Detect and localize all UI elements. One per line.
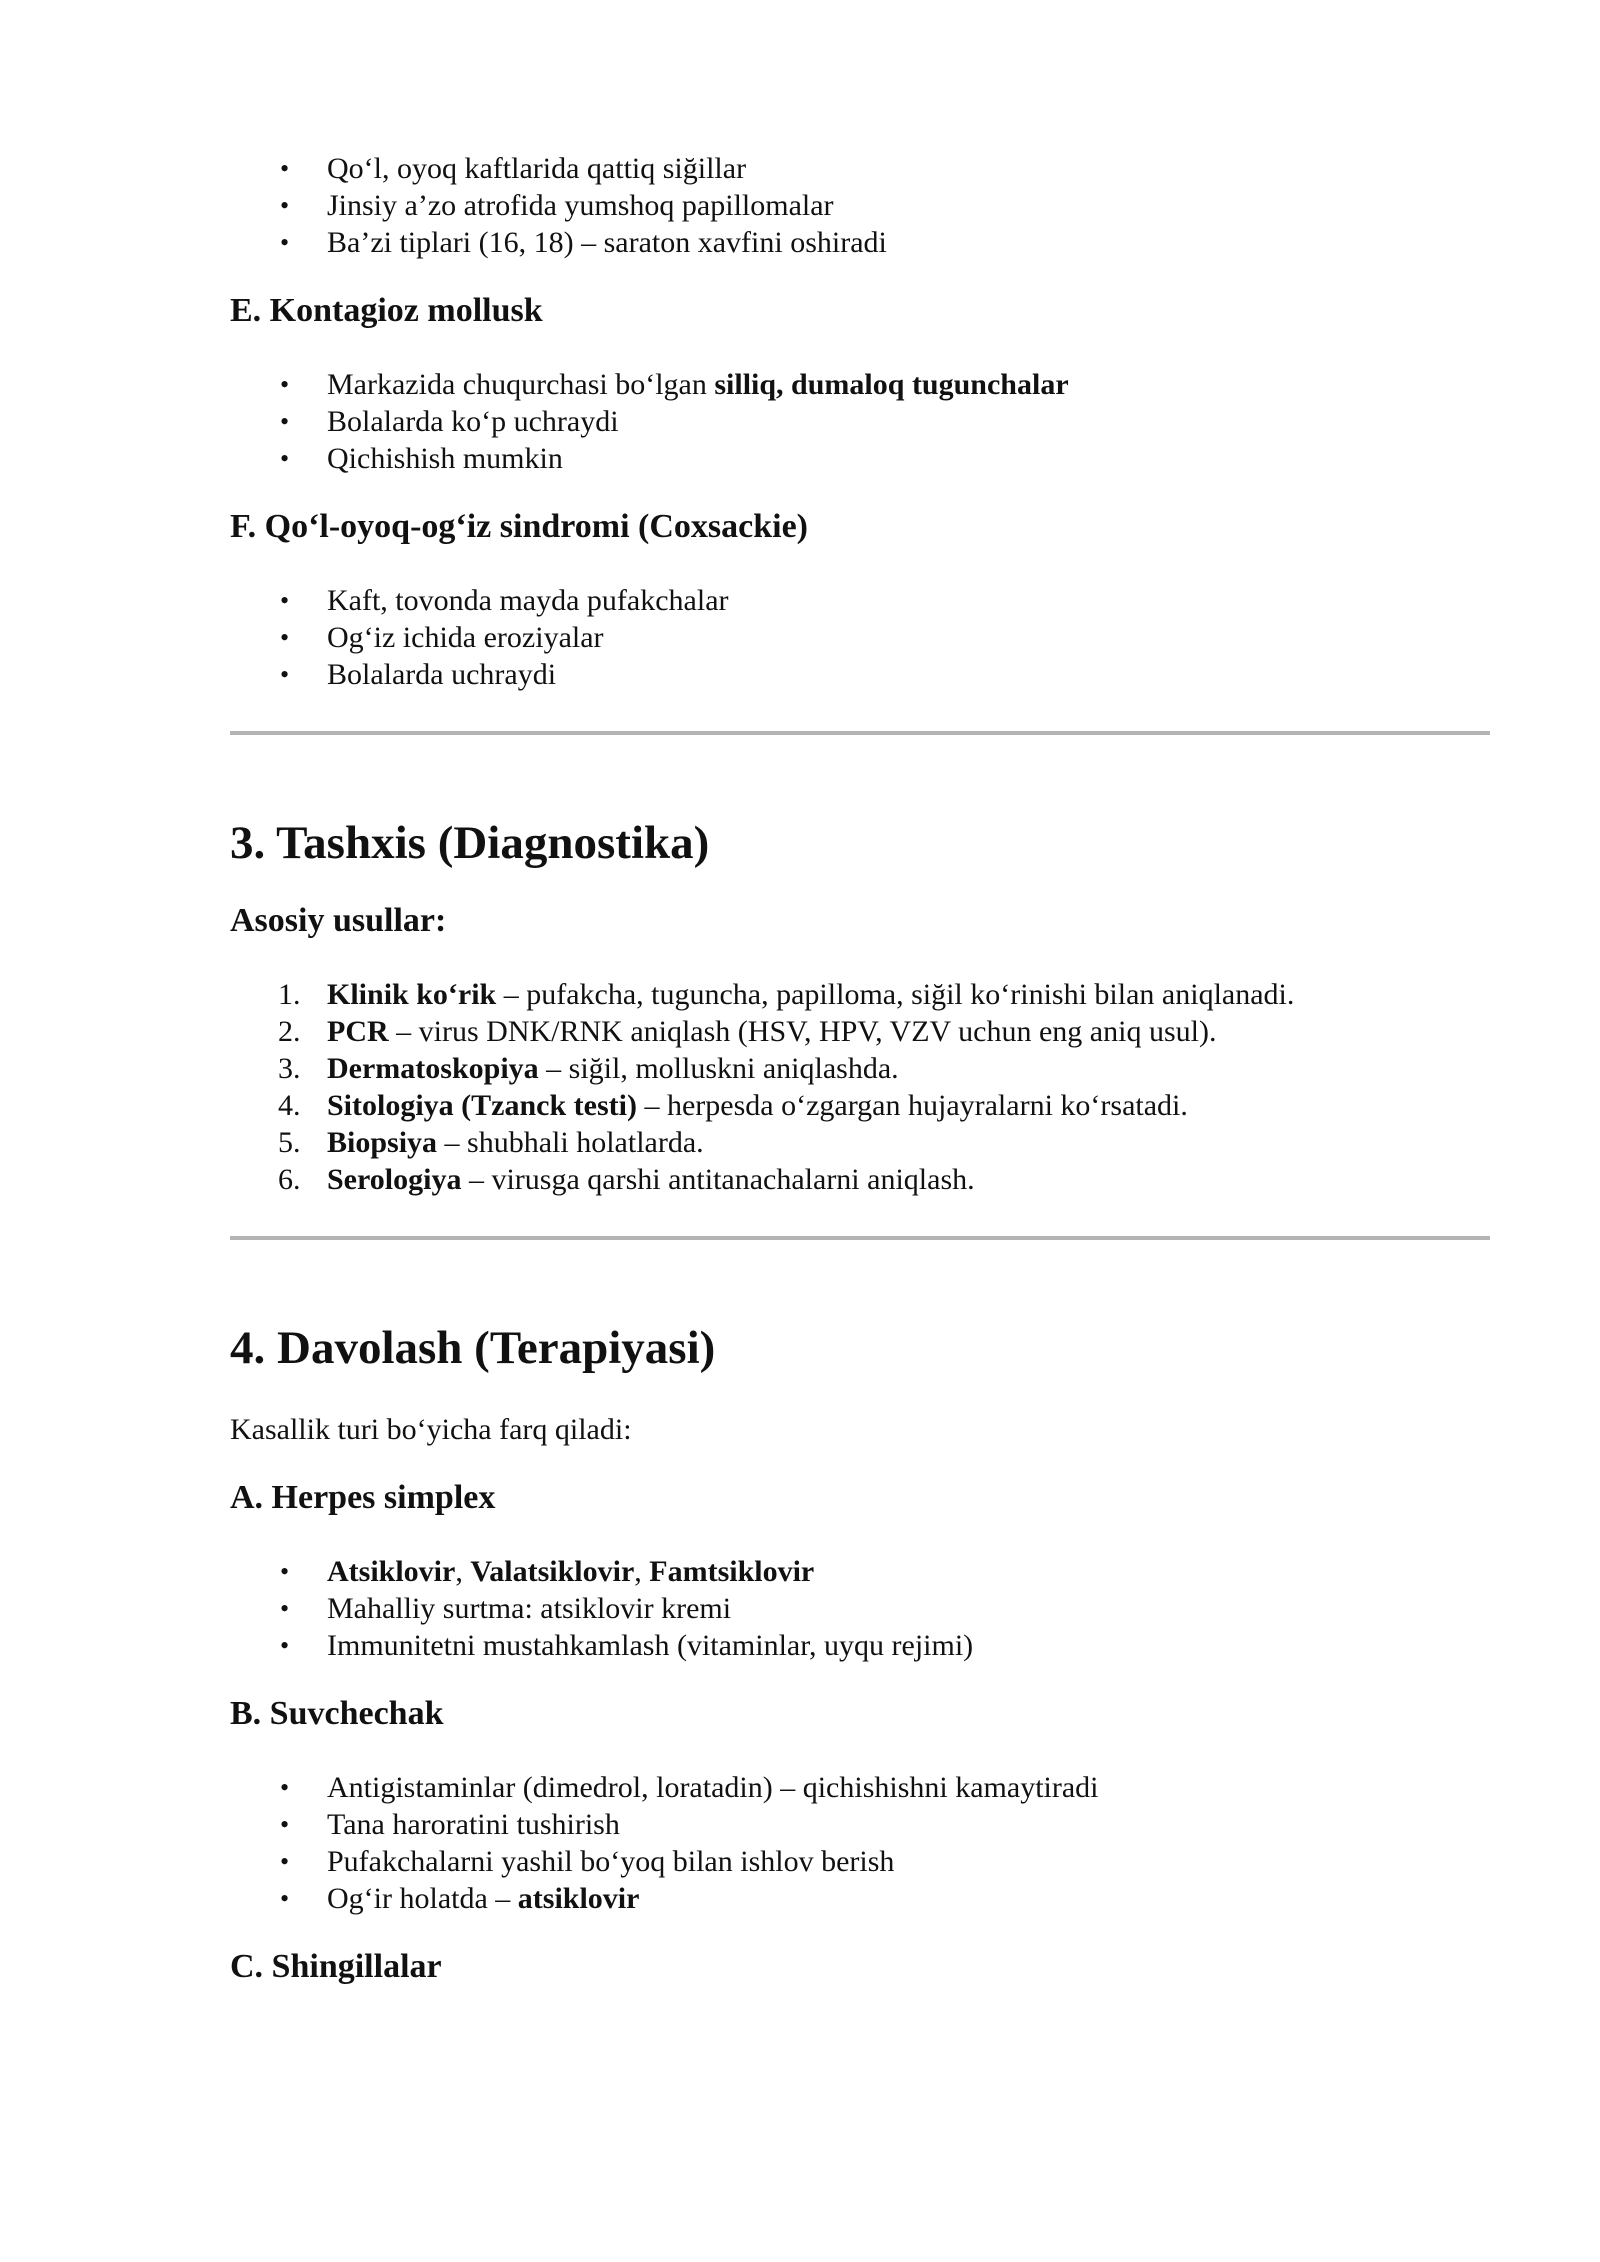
treatment-c-heading: C. Shingillalar: [230, 1948, 442, 1985]
list-item: • Bolalarda ko‘p uchraydi: [280, 405, 619, 438]
document-content: [230, 150, 1490, 1987]
list-item: • Mahalliy surtma: atsiklovir kremi: [280, 1592, 732, 1625]
diagnostics-title: 3. Tashxis (Diagnostika): [230, 817, 710, 869]
treatment-b-heading: B. Suvchechak: [230, 1695, 444, 1732]
section-divider: [230, 731, 1490, 735]
section-f-list: [230, 582, 1490, 693]
list-item: • Pufakchalarni yashil bo‘yoq bilan ishlov berish: [280, 1845, 895, 1878]
bullet-icon: •: [280, 228, 290, 257]
treatment-a-heading: A. Herpes simplex: [230, 1479, 496, 1516]
bullet-icon: •: [280, 1884, 290, 1913]
bullet-icon: •: [280, 586, 290, 615]
treatment-intro: Kasallik turi bo‘yicha farq qiladi:: [230, 1413, 632, 1446]
list-item: • Atsiklovir, Valatsiklovir, Famtsiklovir: [280, 1555, 815, 1588]
list-item: • Kaft, tovonda mayda pufakchalar: [280, 584, 729, 617]
list-item: • Tana haroratini tushirish: [280, 1808, 620, 1841]
diagnostics-subheading: Asosiy usullar:: [230, 902, 447, 939]
bullet-icon: •: [280, 407, 290, 436]
treatment-title: 4. Davolash (Terapiyasi): [230, 1322, 716, 1374]
list-item: 4. Sitologiya (Tzanck testi) – herpesda o‘zgargan hujayralarni ko‘rsatadi.: [278, 1089, 1188, 1122]
treatment-a-list: [230, 1553, 1490, 1664]
bullet-icon: •: [280, 444, 290, 473]
list-item: • Bolalarda uchraydi: [280, 658, 557, 691]
bullet-icon: •: [280, 1631, 290, 1660]
section-e-list: [230, 366, 1490, 477]
section-divider: [230, 1236, 1490, 1240]
treatment-b-list: [230, 1769, 1490, 1917]
bullet-icon: •: [280, 154, 290, 183]
list-item: • Immunitetni mustahkamlash (vitaminlar, uyqu rejimi): [280, 1629, 974, 1662]
section-e-heading: E. Kontagioz mollusk: [230, 292, 543, 329]
list-item: 5. Biopsiya – shubhali holatlarda.: [278, 1126, 704, 1159]
bullet-icon: •: [280, 1594, 290, 1623]
list-item: 1. Klinik ko‘rik – pufakcha, tuguncha, papilloma, siğil ko‘rinishi bilan aniqlanadi.: [278, 978, 1295, 1011]
list-item: • Qichishish mumkin: [280, 442, 563, 475]
list-item: • Markazida chuqurchasi bo‘lgan silliq, dumaloq tugunchalar: [280, 368, 1069, 401]
list-item: • Og‘ir holatda – atsiklovir: [280, 1882, 640, 1915]
list-item: • Qo‘l, oyoq kaftlarida qattiq siğillar: [280, 152, 747, 185]
bullet-icon: •: [280, 660, 290, 689]
list-item: 2. PCR – virus DNK/RNK aniqlash (HSV, HPV, VZV uchun eng aniq usul).: [278, 1015, 1217, 1048]
list-item: • Ba’zi tiplari (16, 18) – saraton xavfini oshiradi: [280, 226, 887, 259]
bullet-icon: •: [280, 191, 290, 220]
list-item: 6. Serologiya – virusga qarshi antitanachalarni aniqlash.: [278, 1163, 975, 1196]
bullet-icon: •: [280, 623, 290, 652]
bullet-icon: •: [280, 1773, 290, 1802]
list-item: • Jinsiy a’zo atrofida yumshoq papillomalar: [280, 189, 834, 222]
list-item: 3. Dermatoskopiya – siğil, molluskni aniqlashda.: [278, 1052, 899, 1085]
hpv-symptom-list: [230, 150, 1490, 261]
section-f-heading: F. Qo‘l-oyoq-og‘iz sindromi (Coxsackie): [230, 508, 808, 545]
list-item: • Antigistaminlar (dimedrol, loratadin) – qichishishni kamaytiradi: [280, 1771, 1099, 1804]
bullet-icon: •: [280, 370, 290, 399]
list-item: • Og‘iz ichida eroziyalar: [280, 621, 604, 654]
diagnostic-methods-list: [230, 976, 1490, 1198]
bullet-icon: •: [280, 1847, 290, 1876]
bullet-icon: •: [280, 1557, 290, 1586]
bullet-icon: •: [280, 1810, 290, 1839]
